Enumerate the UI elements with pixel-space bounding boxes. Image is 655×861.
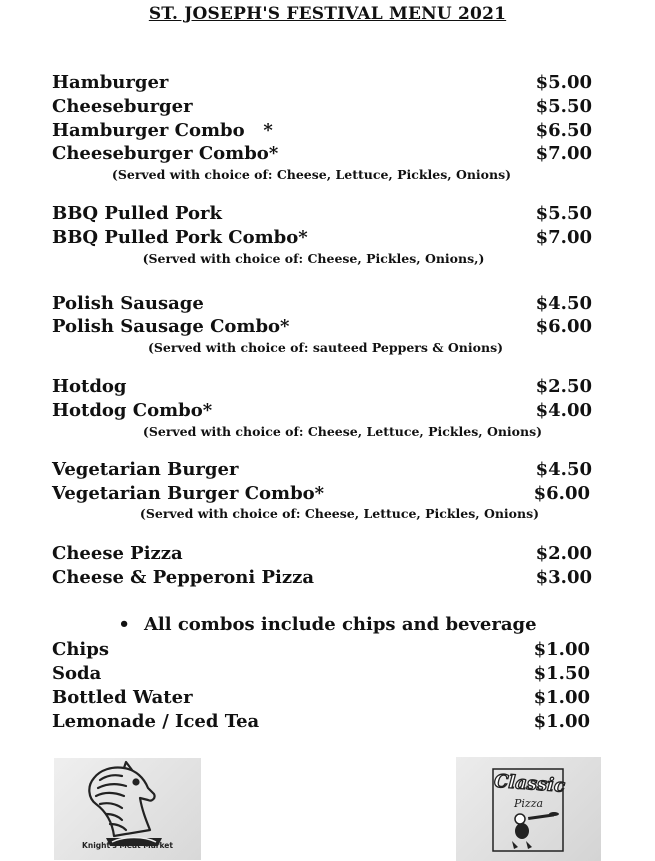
logo-caption: Knight's Meat Market [82, 841, 173, 850]
item-price: $6.00 [533, 483, 590, 504]
item-price: $1.00 [533, 711, 590, 732]
serving-note: (Served with choice of: sauteed Peppers & Onions) [147, 340, 504, 355]
menu-item [52, 400, 592, 424]
item-name: BBQ Pulled Pork [52, 203, 222, 224]
menu-item [52, 567, 592, 591]
serving-note: (Served with choice of: Cheese, Pickles, Onions,) [142, 251, 485, 266]
menu-item [52, 316, 592, 340]
combo-note-text: All combos include chips and beverage [143, 614, 537, 635]
item-name: Hotdog [52, 376, 127, 397]
item-price: $4.50 [535, 293, 592, 314]
item-price: $1.00 [533, 687, 590, 708]
menu-item [52, 459, 592, 483]
menu-item [52, 376, 592, 400]
item-price: $7.00 [535, 143, 592, 164]
combo-note [0, 614, 655, 635]
item-price: $3.00 [535, 567, 592, 588]
knights-meat-market-logo [54, 758, 201, 860]
item-price: $5.50 [535, 203, 592, 224]
item-name: Lemonade / Iced Tea [52, 711, 260, 732]
item-name: Chips [52, 639, 109, 660]
menu-item [52, 227, 592, 251]
menu-item [52, 543, 592, 567]
menu-item [52, 203, 592, 227]
item-name: Vegetarian Burger [52, 459, 239, 480]
item-price: $1.00 [533, 639, 590, 660]
item-name: Bottled Water [52, 687, 193, 708]
item-price: $4.00 [535, 400, 592, 421]
menu-item [52, 483, 590, 507]
item-price: $5.00 [535, 72, 592, 93]
menu-item [52, 143, 592, 167]
logo-text-pizza: Pizza [514, 797, 544, 810]
menu-item [52, 120, 592, 144]
item-name: Hotdog Combo* [52, 400, 213, 421]
menu-item [52, 687, 590, 711]
item-price: $4.50 [535, 459, 592, 480]
item-name: Cheeseburger [52, 96, 193, 117]
menu-item [52, 711, 590, 735]
item-price: $2.50 [535, 376, 592, 397]
menu-item [52, 96, 592, 120]
serving-note: (Served with choice of: Cheese, Lettuce, Pickles, Onions) [142, 424, 543, 439]
menu-item [52, 72, 592, 96]
item-name: Cheese & Pepperoni Pizza [52, 567, 314, 588]
pizza-chef-icon [456, 757, 601, 861]
item-name: Polish Sausage Combo* [52, 316, 290, 337]
item-name: BBQ Pulled Pork Combo* [52, 227, 308, 248]
item-name: Polish Sausage [52, 293, 204, 314]
item-name: Hamburger [52, 72, 169, 93]
item-price: $6.00 [535, 316, 592, 337]
item-name: Vegetarian Burger Combo* [52, 483, 325, 504]
item-name: Soda [52, 663, 102, 684]
item-price: $5.50 [535, 96, 592, 117]
classic-pizza-logo [456, 757, 601, 861]
item-name: Cheeseburger Combo* [52, 143, 279, 164]
menu-item [52, 663, 590, 687]
logo-text-classic: Classic [493, 770, 566, 797]
item-price: $2.00 [535, 543, 592, 564]
item-price: $7.00 [535, 227, 592, 248]
serving-note: (Served with choice of: Cheese, Lettuce, Pickles, Onions) [139, 506, 540, 521]
menu-item [52, 293, 592, 317]
bullet-icon: • [118, 614, 130, 635]
item-name: Cheese Pizza [52, 543, 183, 564]
item-price: $1.50 [533, 663, 590, 684]
menu-item [52, 639, 590, 663]
item-price: $6.50 [535, 120, 592, 141]
item-name: Hamburger Combo * [52, 120, 273, 141]
serving-note: (Served with choice of: Cheese, Lettuce, Pickles, Onions) [111, 167, 512, 182]
page-title: ST. JOSEPH'S FESTIVAL MENU 2021 [148, 4, 507, 24]
